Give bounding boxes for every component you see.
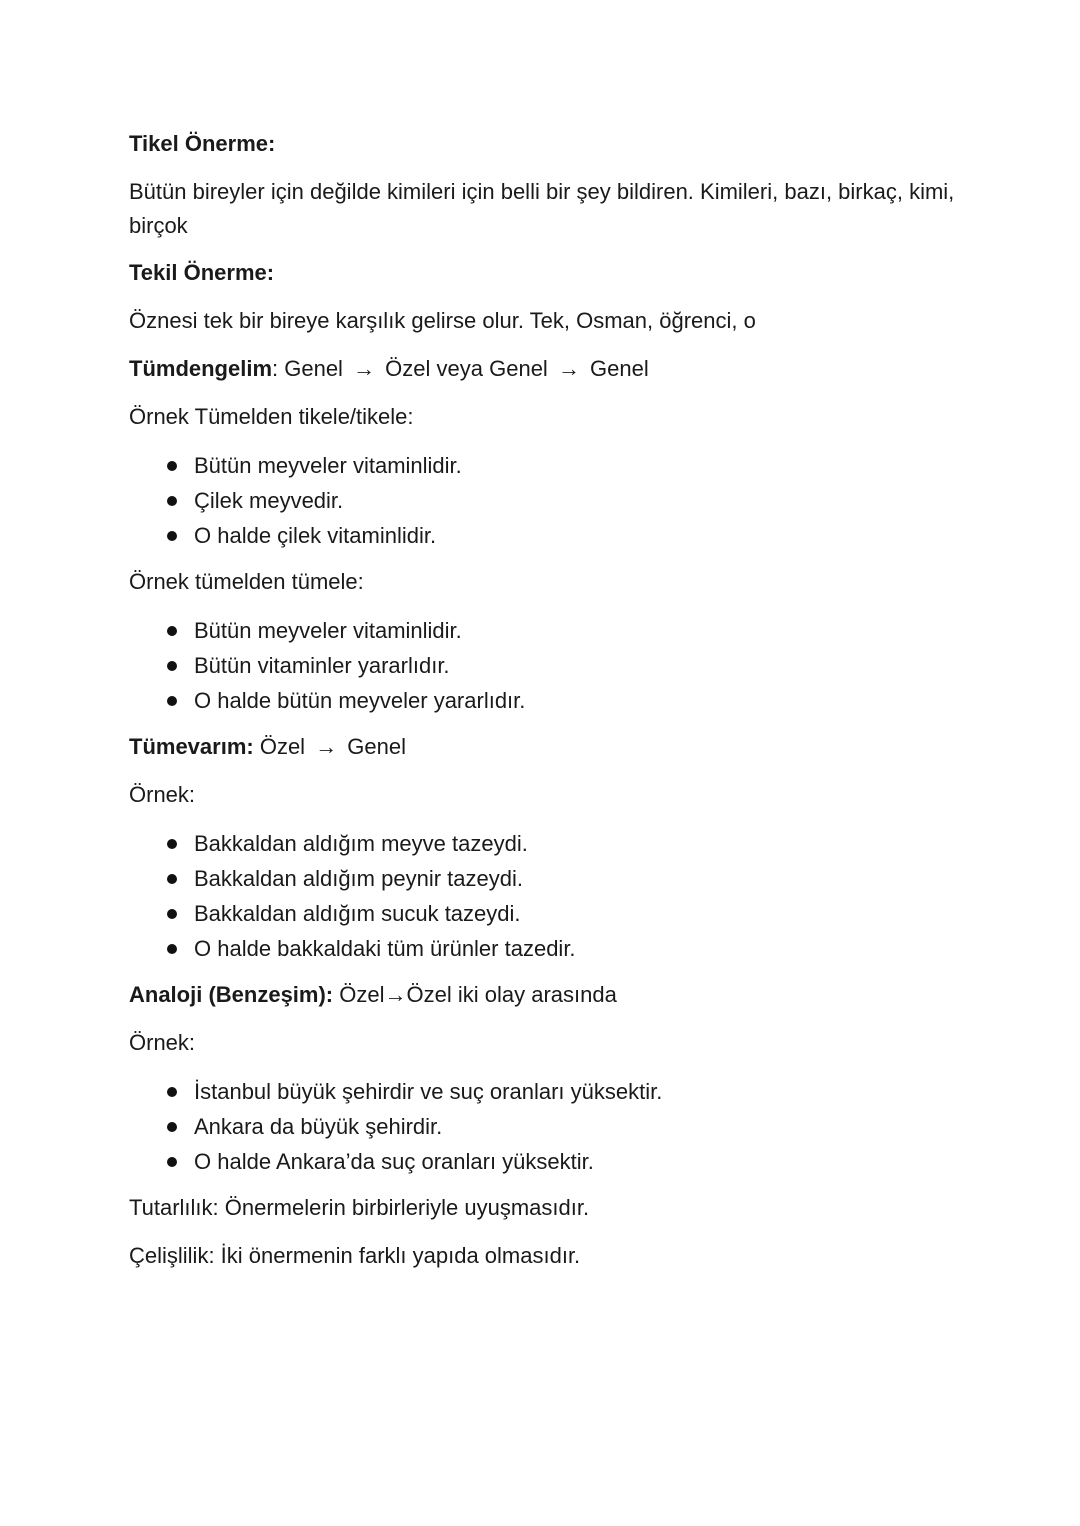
- arrow-right-icon: →: [384, 982, 407, 1007]
- document-page: [129, 127, 969, 1287]
- bullet-icon: [167, 496, 177, 506]
- example1-list: [129, 448, 969, 553]
- list-item-text: Bakkaldan aldığım meyve tazeydi.: [194, 831, 528, 856]
- list-item-text: O halde çilek vitaminlidir.: [194, 523, 437, 548]
- bullet-icon: [167, 839, 177, 849]
- tekil-text: Öznesi tek bir bireye karşılık gelirse olur. Tek, Osman, öğrenci, o: [129, 308, 756, 333]
- bullet-icon: [167, 661, 177, 671]
- list-item-text: Ankara da büyük şehirdir.: [194, 1114, 443, 1139]
- tikel-heading: Tikel Önerme:: [129, 131, 276, 156]
- tikel-text: Bütün bireyler için değilde kimileri için belli bir şey bildiren. Kimileri, bazı, birkaç, kimi, birçok: [129, 179, 955, 238]
- example2-title: Örnek tümelden tümele:: [129, 569, 364, 594]
- tumevarim-end: Genel: [341, 734, 407, 759]
- analoji-end: Özel iki olay arasında: [406, 982, 617, 1007]
- list-item-text: Bakkaldan aldığım sucuk tazeydi.: [194, 901, 521, 926]
- bullet-icon: [167, 696, 177, 706]
- list-item: [129, 1144, 969, 1179]
- list-item: [129, 613, 969, 648]
- analoji-line: [129, 978, 969, 1014]
- celislilik-text: Çelişlilik: İki önermenin farklı yapıda olmasıdır.: [129, 1243, 581, 1268]
- list-item-text: Bütün meyveler vitaminlidir.: [194, 618, 462, 643]
- list-item-text: Çilek meyvedir.: [194, 488, 344, 513]
- tekil-heading: Tekil Önerme:: [129, 260, 275, 285]
- list-item: [129, 861, 969, 896]
- example4-title: Örnek:: [129, 1030, 196, 1055]
- bullet-icon: [167, 461, 177, 471]
- tumdengelim-mid: Özel veya Genel: [379, 356, 554, 381]
- bullet-icon: [167, 874, 177, 884]
- example2-list: [129, 613, 969, 718]
- example3-title: Örnek:: [129, 782, 196, 807]
- arrow-right-icon: →: [557, 356, 580, 381]
- arrow-right-icon: →: [353, 356, 376, 381]
- tumdengelim-line: [129, 352, 969, 388]
- tumevarim-term: Tümevarım:: [129, 734, 254, 759]
- list-item: [129, 896, 969, 931]
- list-item: [129, 648, 969, 683]
- bullet-icon: [167, 531, 177, 541]
- example3-list: [129, 826, 969, 966]
- bullet-icon: [167, 1122, 177, 1132]
- list-item: [129, 683, 969, 718]
- list-item-text: Bakkaldan aldığım peynir tazeydi.: [194, 866, 523, 891]
- list-item: [129, 1074, 969, 1109]
- tumdengelim-term: Tümdengelim: [129, 356, 273, 381]
- tumevarim-start: Özel: [253, 734, 312, 759]
- tutarlilik-text: Tutarlılık: Önermelerin birbirleriyle uyuşmasıdır.: [129, 1195, 590, 1220]
- bullet-icon: [167, 944, 177, 954]
- list-item-text: İstanbul büyük şehirdir ve suç oranları yüksektir.: [194, 1079, 663, 1104]
- list-item-text: Bütün meyveler vitaminlidir.: [194, 453, 462, 478]
- list-item: [129, 931, 969, 966]
- bullet-icon: [167, 626, 177, 636]
- list-item: [129, 518, 969, 553]
- analoji-term: Analoji (Benzeşim):: [129, 982, 334, 1007]
- bullet-icon: [167, 909, 177, 919]
- example1-title: Örnek Tümelden tikele/tikele:: [129, 404, 414, 429]
- list-item: [129, 1109, 969, 1144]
- bullet-icon: [167, 1157, 177, 1167]
- list-item: [129, 448, 969, 483]
- example4-list: [129, 1074, 969, 1179]
- list-item-text: O halde bakkaldaki tüm ürünler tazedir.: [194, 936, 576, 961]
- bullet-icon: [167, 1087, 177, 1097]
- tumevarim-line: [129, 730, 969, 766]
- tumdengelim-end: Genel: [583, 356, 649, 381]
- list-item-text: Bütün vitaminler yararlıdır.: [194, 653, 450, 678]
- arrow-right-icon: →: [315, 734, 338, 759]
- analoji-start: Özel: [333, 982, 385, 1007]
- tumdengelim-sep: : Genel: [272, 356, 350, 381]
- list-item: [129, 826, 969, 861]
- list-item-text: O halde bütün meyveler yararlıdır.: [194, 688, 526, 713]
- list-item-text: O halde Ankara’da suç oranları yüksektir.: [194, 1149, 594, 1174]
- list-item: [129, 483, 969, 518]
